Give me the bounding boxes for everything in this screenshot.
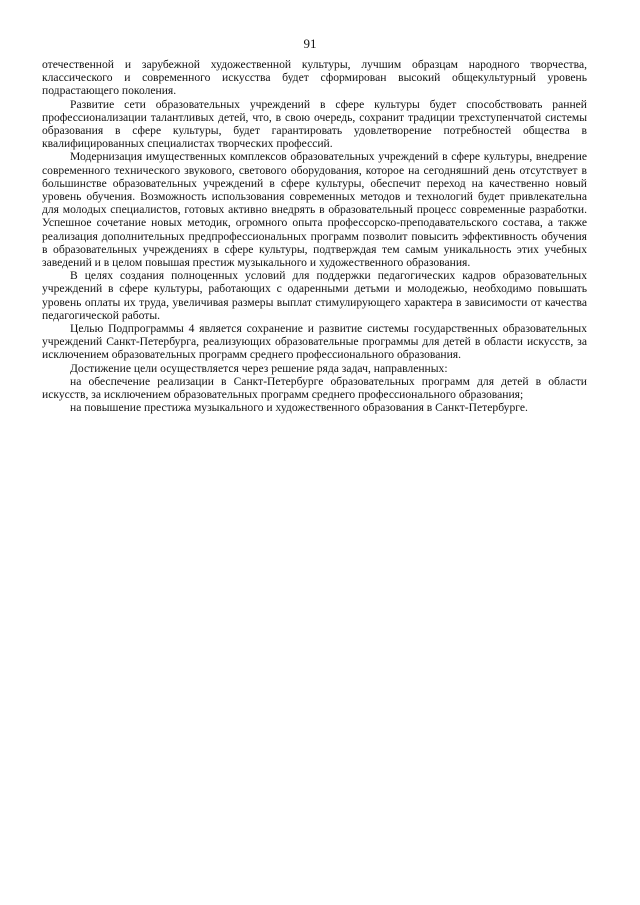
paragraph-5: Целью Подпрограммы 4 является сохранение и развитие системы государственных образовательных учреждений Санкт-Петербурга, реализующих образовательные программы для детей в области искусств, за исключением образовательных программ среднего профессионального образования. [42,322,587,362]
paragraph-3: Модернизация имущественных комплексов образовательных учреждений в сфере культуры, внедрение современного технического звукового, светового оборудования, которое на сегодняшний день отсутствует в большинстве образовательных учреждений в сфере культуры, обеспечит переход на качественно новый уровень обучения. Возможность использования современных методов и технологий будет привлекательна для молодых специалистов, готовых активно внедрять в образовательный процесс современные разработки. Успешное сочетание новых методик, огромного опыта профессорско-преподавательского состава, а также реализация дополнительных предпрофессиональных программ позволит повысить эффективность обучения в образовательных учреждениях в сфере культуры, подтверждая тем самым уникальность этих учебных заведений и в целом повышая престиж музыкального и художественного образования. [42,150,587,270]
paragraph-1: отечественной и зарубежной художественной культуры, лучшим образцам народного творчества, классического и современного искусства будет сформирован высокий общекультурный уровень подрастающего поколения. [42,58,587,98]
paragraph-2: Развитие сети образовательных учреждений в сфере культуры будет способствовать ранней профессионализации талантливых детей, что, в свою очередь, сохранит традиции трехступенчатой системы образования в сфере культуры, будет гарантировать удовлетворение потребностей общества в квалифицированных специалистах творческих профессий. [42,97,587,151]
paragraph-4: В целях создания полноценных условий для поддержки педагогических кадров образовательных учреждений в сфере культуры, работающих с одаренными детьми и молодежью, необходимо повышать уровень оплаты их труда, увеличивая размеры выплат стимулирующего характера в зависимости от качества педагогической работы. [42,269,587,322]
paragraph-8: на повышение престижа музыкального и художественного образования в Санкт-Петербурге. [70,401,528,415]
page-number: 91 [303,36,317,51]
document-body [42,58,587,414]
paragraph-6: Достижение цели осуществляется через решение ряда задач, направленных: [70,361,448,375]
paragraph-7: на обеспечение реализации в Санкт-Петербурге образовательных программ для детей в области искусств, за исключением образовательных программ среднего профессионального образования; [42,374,587,402]
